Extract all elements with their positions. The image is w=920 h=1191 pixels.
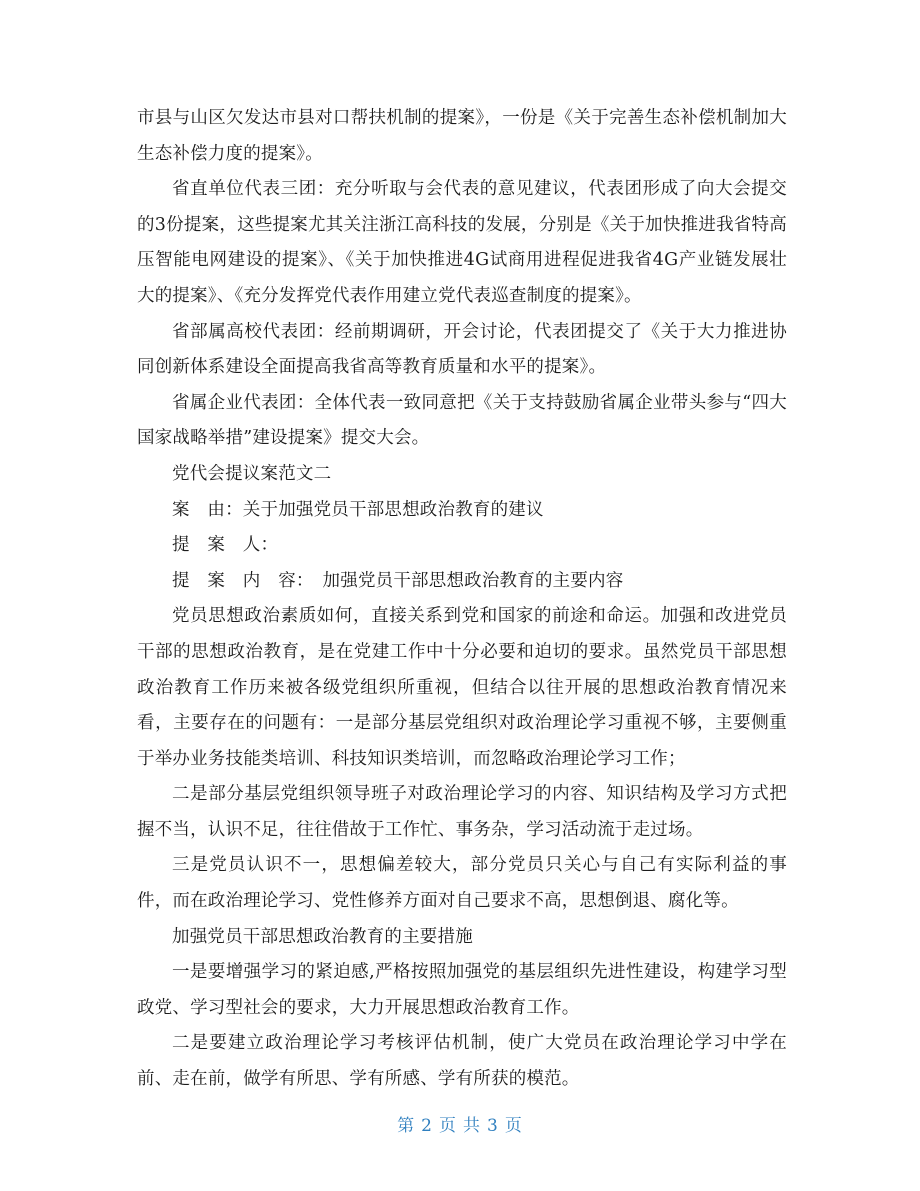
paragraph-measure-2: 二是要建立政治理论学习考核评估机制，使广大党员在政治理论学习中学在前、走在前，做学有所思、学有所感、学有所获的模范。 — [137, 1033, 787, 1090]
paragraph-enterprises: 省属企业代表团：全体代表一致同意把《关于支持鼓励省属企业带头参与“四大国家战略举措”建设提案》提交大会。 — [137, 392, 787, 449]
footer-page-number: 2 — [421, 1116, 433, 1136]
footer-total-unit: 页 — [504, 1116, 523, 1136]
footer-total-pages: 3 — [487, 1116, 499, 1136]
paragraph-continuation: 市县与山区欠发达市县对口帮扶机制的提案》，一份是《关于完善生态补偿机制加大生态补偿力度的提案》。 — [137, 108, 787, 164]
page-footer — [0, 1111, 920, 1136]
paragraph-issue-2: 二是部分基层党组织领导班子对政治理论学习的内容、知识结构及学习方式把握不当，认识不足，往往借故于工作忙、事务杂，学习活动流于走过场。 — [137, 784, 787, 840]
section-heading-example-2: 党代会提议案范文二 — [172, 463, 332, 484]
proposal-content-heading: 提 案 内 容： 加强党员干部思想政治教育的主要内容 — [172, 570, 624, 591]
paragraph-delegation-3: 省直单位代表三团：充分听取与会代表的意见建议，代表团形成了向大会提交的3份提案，这些提案尤其关注浙江高科技的发展，分别是《关于加快推进我省特高压智能电网建设的提案》、《关于加快推进4G试商用进程促进我省4G产业链发展壮大的提案》、《充分发挥党代表作用建立党代表巡查制度的提案》。 — [137, 179, 787, 306]
paragraph-issue-3: 三是党员认识不一，思想偏差较大，部分党员只关心与自己有实际利益的事件，而在政治理论学习、党性修养方面对自己要求不高，思想倒退、腐化等。 — [137, 855, 787, 912]
paragraph-measure-1: 一是要增强学习的紧迫感,严格按照加强党的基层组织先进性建设，构建学习型政党、学习型社会的要求，大力开展思想政治教育工作。 — [137, 962, 787, 1018]
document-body — [137, 101, 787, 1098]
footer-total-label: 共 — [463, 1116, 481, 1136]
case-subject: 案 由：关于加强党员干部思想政治教育的建议 — [172, 499, 544, 520]
footer-page-label: 第 — [397, 1116, 416, 1136]
paragraph-universities: 省部属高校代表团：经前期调研，开会讨论，代表团提交了《关于大力推进协同创新体系建设全面提高我省高等教育质量和水平的提案》。 — [137, 321, 787, 378]
footer-page-unit: 页 — [439, 1116, 457, 1136]
paragraph-main-content: 党员思想政治素质如何，直接关系到党和国家的前途和命运。加强和改进党员干部的思想政治教育，是在党建工作中十分必要和迫切的要求。虽然党员干部思想政治教育工作历来被各级党组织所重视，但结合以往开展的思想政治教育情况来看，主要存在的问题有：一是部分基层党组织对政治理论学习重视不够，主要侧重于举办业务技能类培训、科技知识类培训，而忽略政治理论学习工作； — [137, 606, 787, 769]
proposer: 提 案 人： — [172, 535, 279, 556]
measures-heading: 加强党员干部思想政治教育的主要措施 — [172, 926, 473, 947]
